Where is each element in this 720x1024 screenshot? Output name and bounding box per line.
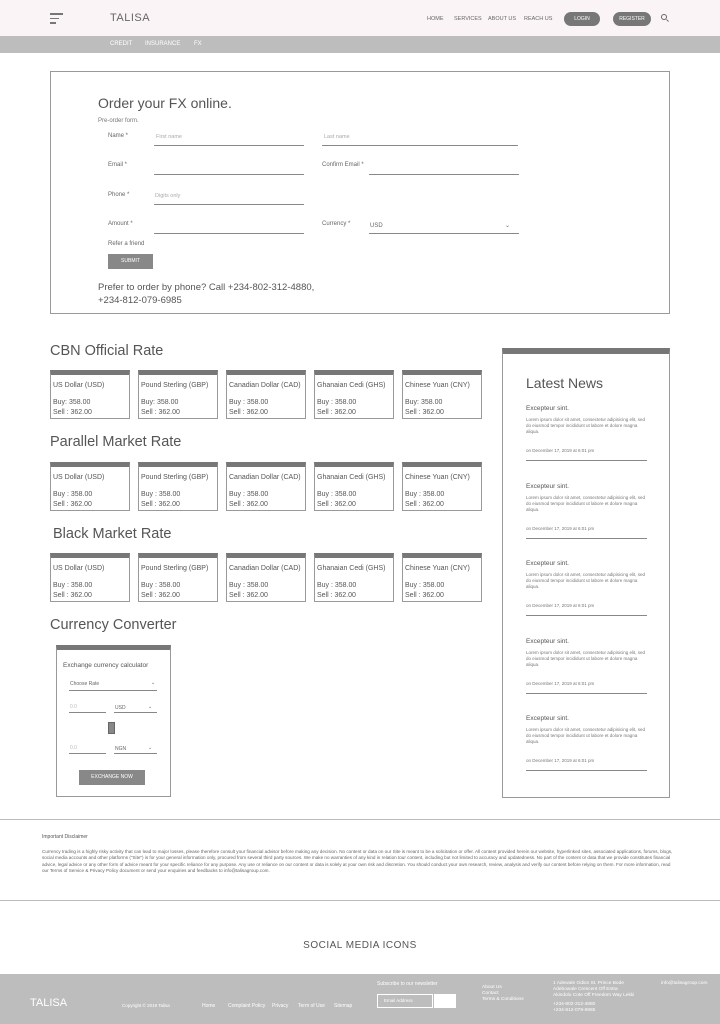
footer-link-about[interactable]: About Us	[482, 985, 502, 990]
to-amount-underline	[69, 753, 106, 754]
search-icon[interactable]	[661, 14, 667, 20]
currency-name: Ghanaian Cedi (GHS)	[317, 474, 386, 481]
nav-reach[interactable]: REACH US	[524, 16, 553, 22]
social-media-icons[interactable]: SOCIAL MEDIA ICONS	[303, 940, 417, 951]
rate-card-parallel-ghs	[314, 462, 394, 511]
sell-rate: Sell : 362.00	[141, 592, 180, 599]
rate-card-parallel-cad	[226, 462, 306, 511]
currency-name: US Dollar (USD)	[53, 382, 105, 389]
currency-name: Chinese Yuan (CNY)	[405, 565, 470, 572]
last-name-input[interactable]: Last name	[324, 134, 350, 140]
news-item[interactable]	[526, 560, 647, 616]
footer-email[interactable]: info@talisagroup.com	[661, 981, 708, 986]
nav-about[interactable]: ABOUT US	[488, 16, 517, 22]
news-body: Lorem ipsum dolor sit amet, consectetur adipisicing elit, sed do eiusmod tempor incididunt ut labore et dolore magna aliqua.	[526, 417, 646, 434]
buy-rate: Buy : 358.00	[53, 582, 93, 589]
address-line: Adebowale Crescent Off Entra	[553, 987, 618, 992]
from-amount-input[interactable]: 0.0	[70, 704, 77, 710]
footer-address	[553, 981, 634, 1014]
from-currency-select[interactable]: USD	[115, 705, 126, 711]
black-rate-title: Black Market Rate	[53, 526, 172, 542]
sub-navigation	[0, 36, 720, 53]
footer-phone: +234-812-079-6985	[553, 1008, 596, 1013]
rate-select[interactable]: Choose Rate	[70, 681, 100, 687]
refer-friend-link[interactable]: Refer a friend	[108, 241, 145, 247]
news-heading[interactable]: Excepteur sint.	[526, 483, 569, 490]
order-title: Order your FX online.	[98, 95, 232, 111]
subnav-insurance[interactable]: INSURANCE	[145, 41, 181, 47]
currency-name: Pound Sterling (GBP)	[141, 565, 209, 572]
subnav-credit[interactable]: CREDIT	[110, 41, 133, 47]
news-body: Lorem ipsum dolor sit amet, consectetur adipisicing elit, sed do eiusmod tempor incididunt ut labore et dolore magna aliqua.	[526, 572, 646, 589]
register-button[interactable]: REGISTER	[613, 12, 651, 26]
buy-rate: Buy : 358.00	[229, 491, 269, 498]
footer-link-terms-conditions[interactable]: Terms & Conditions	[482, 997, 524, 1002]
buy-rate: Buy : 358.00	[405, 582, 445, 589]
news-date: on December 17, 2019 at 6:01 pm	[526, 526, 595, 531]
chevron-down-icon[interactable]: ⌄	[148, 745, 153, 751]
news-title: Latest News	[526, 375, 604, 391]
rate-card-black-ghs	[314, 553, 394, 602]
rate-card-parallel-gbp	[138, 462, 218, 511]
news-heading[interactable]: Excepteur sint.	[526, 715, 569, 722]
sell-rate: Sell : 362.00	[229, 501, 268, 508]
parallel-rate-title: Parallel Market Rate	[50, 434, 182, 450]
news-date: on December 17, 2019 at 6:01 pm	[526, 603, 595, 608]
buy-rate: Buy : 358.00	[317, 582, 357, 589]
footer-phone: +234-802-312-4880	[553, 1002, 596, 1007]
currency-converter	[56, 645, 171, 797]
currency-name: Canadian Dollar (CAD)	[229, 474, 301, 481]
newsletter-email-input[interactable]: Email Address	[377, 994, 433, 1008]
converter-title: Currency Converter	[50, 617, 177, 633]
sell-rate: Sell : 362.00	[405, 409, 444, 416]
news-item[interactable]	[526, 638, 647, 694]
news-divider	[526, 538, 647, 539]
rate-card-parallel-cny	[402, 462, 482, 511]
currency-label: Currency *	[322, 221, 351, 227]
footer-link-privacy[interactable]: Privacy	[272, 1003, 289, 1009]
sell-rate: Sell : 362.00	[229, 592, 268, 599]
rate-card-black-cny	[402, 553, 482, 602]
rate-card-cbn-gbp	[138, 370, 218, 419]
footer-link-complaint[interactable]: Complaint Policy	[228, 1003, 266, 1009]
currency-underline	[369, 233, 519, 234]
buy-rate: Buy : 358.00	[229, 582, 269, 589]
news-date: on December 17, 2019 at 6:01 pm	[526, 681, 595, 686]
news-divider	[526, 693, 647, 694]
rate-card-cbn-cad	[226, 370, 306, 419]
newsletter-label: Subscribe to our newsletter	[377, 981, 438, 987]
buy-rate: Buy : 358.00	[141, 582, 181, 589]
footer-link-terms[interactable]: Term of Use	[298, 1003, 325, 1009]
news-body: Lorem ipsum dolor sit amet, consectetur adipisicing elit, sed do eiusmod tempor incididunt ut labore et dolore magna aliqua.	[526, 650, 646, 667]
currency-name: Canadian Dollar (CAD)	[229, 565, 301, 572]
chevron-down-icon[interactable]: ⌄	[151, 680, 156, 686]
confirm-email-label: Confirm Email *	[322, 162, 364, 168]
confirm-email-field[interactable]	[369, 174, 519, 175]
latest-news-panel	[502, 348, 670, 798]
news-heading[interactable]: Excepteur sint.	[526, 638, 569, 645]
footer	[0, 974, 720, 1024]
menu-icon[interactable]	[50, 13, 63, 23]
disclaimer-section	[0, 819, 720, 901]
sell-rate: Sell : 362.00	[53, 409, 92, 416]
news-divider	[526, 460, 647, 461]
news-heading[interactable]: Excepteur sint.	[526, 560, 569, 567]
news-divider	[526, 615, 647, 616]
nav-services[interactable]: SERVICES	[454, 16, 482, 22]
news-item[interactable]	[526, 483, 647, 539]
currency-name: Pound Sterling (GBP)	[141, 382, 209, 389]
to-amount-input[interactable]: 0.0	[70, 745, 77, 751]
from-currency-underline	[114, 712, 157, 713]
name-label: Name *	[108, 133, 129, 139]
sell-rate: Sell : 362.00	[317, 501, 356, 508]
sell-rate: Sell : 362.00	[317, 592, 356, 599]
footer-link-home[interactable]: Home	[202, 1003, 216, 1009]
rate-card-parallel-usd	[50, 462, 130, 511]
currency-name: Pound Sterling (GBP)	[141, 474, 209, 481]
address-line: Akindolu Cote Off Freedom Way Lekki	[553, 993, 635, 998]
currency-name: Ghanaian Cedi (GHS)	[317, 565, 386, 572]
cbn-rate-title: CBN Official Rate	[50, 343, 164, 359]
top-header	[0, 0, 720, 36]
currency-name: Chinese Yuan (CNY)	[405, 474, 470, 481]
currency-name: US Dollar (USD)	[53, 474, 105, 481]
nav-home[interactable]: HOME	[427, 16, 444, 22]
order-subtitle: Pre-order form.	[98, 118, 139, 124]
swap-handle[interactable]	[108, 722, 115, 734]
footer-link-contact[interactable]: Contact	[482, 991, 499, 996]
footer-logo[interactable]: TALISA	[30, 997, 68, 1009]
news-item[interactable]	[526, 405, 647, 461]
subnav-fx[interactable]: FX	[194, 41, 202, 47]
sell-rate: Sell : 362.00	[53, 501, 92, 508]
phone-label: Phone *	[108, 192, 130, 198]
rate-card-black-gbp	[138, 553, 218, 602]
first-name-underline	[154, 145, 304, 146]
copyright: Copyright © 2019 Talisa	[122, 1003, 170, 1008]
to-currency-select[interactable]: NGN	[115, 746, 127, 752]
buy-rate: Buy: 358.00	[53, 399, 91, 406]
exchange-now-button[interactable]: EXCHANGE NOW	[79, 770, 145, 785]
buy-rate: Buy : 358.00	[317, 491, 357, 498]
footer-col-links	[482, 985, 524, 1003]
news-heading[interactable]: Excepteur sint.	[526, 405, 569, 412]
currency-select[interactable]: USD	[370, 223, 383, 229]
last-name-underline	[322, 145, 518, 146]
disclaimer-title: Important Disclaimer	[42, 834, 88, 840]
amount-field[interactable]	[154, 233, 304, 234]
rate-select-underline	[69, 690, 157, 691]
buy-rate: Buy : 358.00	[141, 491, 181, 498]
currency-name: Canadian Dollar (CAD)	[229, 382, 301, 389]
logo[interactable]: TALISA	[110, 12, 151, 24]
amount-label: Amount *	[108, 221, 133, 227]
rate-card-cbn-cny	[402, 370, 482, 419]
sell-rate: Sell : 362.00	[405, 592, 444, 599]
phone-input[interactable]: Digits only	[155, 193, 181, 199]
news-divider	[526, 770, 647, 771]
news-body: Lorem ipsum dolor sit amet, consectetur adipisicing elit, sed do eiusmod tempor incididunt ut labore et dolore magna aliqua.	[526, 727, 646, 744]
order-form	[50, 71, 670, 314]
first-name-input[interactable]: First name	[156, 134, 182, 140]
sell-rate: Sell : 362.00	[141, 501, 180, 508]
chevron-down-icon[interactable]: ⌄	[148, 704, 153, 710]
buy-rate: Buy : 358.00	[317, 399, 357, 406]
footer-link-sitemap[interactable]: Sitemap	[334, 1003, 353, 1009]
to-currency-underline	[114, 753, 157, 754]
email-label: Email *	[108, 162, 128, 168]
submit-button[interactable]: SUBMIT	[108, 254, 153, 269]
buy-rate: Buy: 358.00	[141, 399, 179, 406]
news-date: on December 17, 2019 at 6:01 pm	[526, 448, 595, 453]
buy-rate: Buy : 358.00	[53, 491, 93, 498]
rate-card-black-usd	[50, 553, 130, 602]
news-body: Lorem ipsum dolor sit amet, consectetur adipisicing elit, sed do eiusmod tempor incididunt ut labore et dolore magna aliqua.	[526, 495, 646, 512]
newsletter-submit-button[interactable]	[434, 994, 456, 1008]
rate-card-cbn-usd	[50, 370, 130, 419]
buy-rate: Buy : 358.00	[229, 399, 269, 406]
email-field[interactable]	[154, 174, 304, 175]
sell-rate: Sell : 362.00	[53, 592, 92, 599]
news-item[interactable]	[526, 715, 647, 771]
buy-rate: Buy: 358.00	[405, 399, 443, 406]
order-by-phone-text: Prefer to order by phone? Call +234-802-312-4880, +234-812-079-6985	[98, 282, 315, 306]
news-date: on December 17, 2019 at 6:01 pm	[526, 758, 595, 763]
converter-box-title: Exchange currency calculator	[63, 662, 149, 669]
sell-rate: Sell : 362.00	[317, 409, 356, 416]
chevron-down-icon[interactable]: ⌄	[505, 223, 511, 229]
from-amount-underline	[69, 712, 106, 713]
currency-name: Ghanaian Cedi (GHS)	[317, 382, 386, 389]
sell-rate: Sell : 362.00	[405, 501, 444, 508]
currency-name: Chinese Yuan (CNY)	[405, 382, 470, 389]
rate-card-cbn-ghs	[314, 370, 394, 419]
rate-card-black-cad	[226, 553, 306, 602]
sell-rate: Sell : 362.00	[141, 409, 180, 416]
sell-rate: Sell : 362.00	[229, 409, 268, 416]
currency-name: US Dollar (USD)	[53, 565, 105, 572]
address-line: 1 Adewale Odion St. Prince Bode	[553, 981, 624, 986]
buy-rate: Buy : 358.00	[405, 491, 445, 498]
disclaimer-text: Currency trading is a highly risky activity that can lead to major losses, please therefore consult your financial advisor before making any decision. No content or data on our Site is meant to be a solicitation or offer. All content provided herein our website, hyperlinked sites, associated applications, forums, blogs, social media accounts and other platforms ("Site") is for your general information only, procured from several third party sources. We make no warranties of any kind in relation tour content, including but not limited to accuracy and updatedness. No part of the content or data that we provide constitutes financial advice, legal advice or any other form of advice meant for your specific reliance for any purpose. Any use or reliance on our content or data is solely at your own risk and discretion. You should conduct your own research, review, analysis and verify our content before relying on them. For more information, read our Terms of Service & Privacy Policy document or send your enquiries and feedbacks to info@talisagroup.com.	[42, 849, 673, 873]
phone-underline	[154, 204, 304, 205]
login-button[interactable]: LOGIN	[564, 12, 600, 26]
